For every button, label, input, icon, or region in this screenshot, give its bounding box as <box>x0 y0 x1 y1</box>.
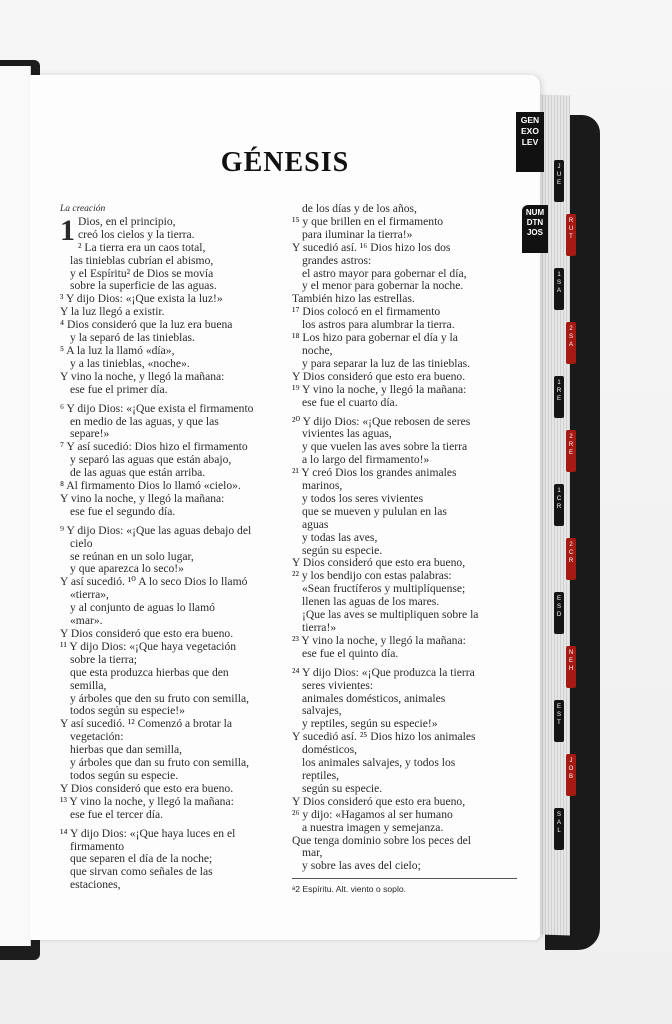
left-line: de las aguas que están arriba. <box>70 466 206 480</box>
left-line: Y así sucedió. ¹⁰ A lo seco Dios lo llamó <box>60 575 248 589</box>
thumb-tab-neh[interactable] <box>566 646 576 688</box>
left-line: ¹³ Y vino la noche, y llegó la mañana: <box>60 794 234 808</box>
left-line: ¹⁴ Y dijo Dios: «¡Que haya luces en el <box>60 826 236 840</box>
left-line: y árboles que dan su fruto con semilla, <box>70 756 250 770</box>
tab-label: 1 C R <box>556 488 562 510</box>
right-line: Que tenga dominio sobre los peces del <box>292 833 472 847</box>
right-line: Y sucedió así. ¹⁶ Dios hizo los dos <box>292 240 451 254</box>
left-line: semilla, <box>70 678 107 692</box>
left-line: Y vino la noche, y llegó la mañana: <box>60 369 225 383</box>
left-line: y la separó de las tinieblas. <box>70 331 195 345</box>
right-column-lines <box>292 203 527 873</box>
right-line: ²⁰ Y dijo Dios: «¡Que rebosen de seres <box>292 414 471 428</box>
right-line: tierra!» <box>302 621 337 634</box>
tab-label: J O B <box>568 758 574 780</box>
right-line: según su especie. <box>302 543 383 557</box>
right-line: Y Dios consideró que esto era bueno, <box>292 794 466 808</box>
right-line: mar, <box>302 846 323 860</box>
left-line: ⁷ Y así sucedió: Dios hizo el firmamento <box>60 440 248 454</box>
right-line: a nuestra imagen y semejanza. <box>302 820 444 834</box>
right-line: ¹⁵ y que brillen en el firmamento <box>292 214 444 228</box>
left-line: Dios, en el principio, <box>78 214 176 228</box>
thumb-tab-num-dtn-jos[interactable] <box>522 205 548 253</box>
right-line: el astro mayor para gobernar el día, <box>302 266 467 280</box>
right-line: Y Dios consideró que esto era bueno. <box>292 369 466 383</box>
thumb-tab-2cr[interactable] <box>566 538 576 580</box>
tab-label: EXO <box>521 126 539 136</box>
left-line: ² La tierra era un caos total, <box>78 240 206 254</box>
right-line: ¹⁷ Dios colocó en el firmamento <box>292 305 441 319</box>
right-line: animales domésticos, animales <box>302 691 446 705</box>
left-line: ¹¹ Y dijo Dios: «¡Que haya vegetación <box>60 639 237 653</box>
left-line: y árboles que den su fruto con semilla, <box>70 691 250 705</box>
thumb-tab-esd[interactable] <box>554 592 564 634</box>
thumb-tab-1re[interactable] <box>554 376 564 418</box>
right-line: según su especie. <box>302 781 383 795</box>
left-line: que separen el día de la noche; <box>70 852 213 866</box>
right-line: llenen las aguas de los mares. <box>302 595 440 609</box>
left-line: ese fue el primer día. <box>70 382 168 396</box>
tab-label: J U E <box>556 164 562 186</box>
right-column <box>292 203 527 873</box>
right-line: aguas <box>302 517 329 531</box>
section-heading: La creación <box>60 204 106 214</box>
tab-label: 1 R E <box>556 380 562 402</box>
left-line: y que aparezca lo seco!» <box>70 562 184 576</box>
right-line: Y Dios consideró que esto era bueno, <box>292 556 466 570</box>
tab-label: 2 R E <box>568 434 574 456</box>
left-line: las tinieblas cubrían el abismo, <box>70 253 214 267</box>
left-line: firmamento <box>70 839 125 853</box>
left-line: ese fue el segundo día. <box>70 504 176 518</box>
thumb-tab-1sa[interactable] <box>554 268 564 310</box>
left-line: que sirvan como señales de las <box>70 865 213 879</box>
left-line: «tierra», <box>70 588 109 602</box>
right-line: salvajes, <box>302 704 342 718</box>
footnote: ᵃ2 Espíritu. Alt. viento o soplo. <box>292 884 407 894</box>
right-line: y el menor para gobernar la noche. <box>302 279 464 293</box>
left-line: Y Dios consideró que esto era bueno. <box>60 781 234 795</box>
right-line: a lo largo del firmamento!» <box>302 453 430 467</box>
right-line: que se mueven y pululan en las <box>302 504 447 518</box>
left-line: creó los cielos y la tierra. <box>78 227 195 241</box>
right-line: ¡Que las aves se multipliquen sobre la <box>302 608 479 622</box>
thumb-tab-gen-exo-lev[interactable] <box>516 112 544 172</box>
left-line: y separó las aguas que están abajo, <box>70 453 232 467</box>
thumb-tab-job[interactable] <box>566 754 576 796</box>
left-line: ⁹ Y dijo Dios: «¡Que las aguas debajo del <box>60 523 252 537</box>
tab-label: R U T <box>568 218 574 240</box>
right-line: ²³ Y vino la noche, y llegó la mañana: <box>292 633 466 647</box>
right-line: de los días y de los años, <box>302 202 417 215</box>
right-line: ¹⁸ Los hizo para gobernar el día y la <box>292 331 458 345</box>
left-column-lines <box>60 213 305 892</box>
right-line: ²⁴ Y dijo Dios: «¡Que produzca la tierra <box>292 665 475 679</box>
right-line: domésticos, <box>302 743 358 757</box>
left-column <box>60 203 305 892</box>
right-line: ¹⁹ Y vino la noche, y llegó la mañana: <box>292 382 467 396</box>
right-line: y todas las aves, <box>302 530 378 544</box>
left-line: y a las tinieblas, «noche». <box>70 356 190 370</box>
tab-label: 2 C R <box>568 542 574 564</box>
right-line: seres vivientes: <box>302 678 374 692</box>
right-line: ese fue el cuarto día. <box>302 395 398 409</box>
thumb-tab-jue[interactable] <box>554 160 564 202</box>
tab-label: E S D <box>556 596 562 618</box>
left-line: y el Espíritu² de Dios se movía <box>70 266 214 280</box>
left-line: cielo <box>70 536 93 550</box>
left-line: Y la luz llegó a existir. <box>60 305 165 319</box>
right-line: Y sucedió así. ²⁵ Dios hizo los animales <box>292 730 476 744</box>
left-line: todos según su especie. <box>70 768 179 782</box>
bible-page <box>30 75 540 940</box>
right-line: ²¹ Y creó Dios los grandes animales <box>292 466 457 480</box>
left-line: ⁵ A la luz la llamó «día», <box>60 343 175 357</box>
left-line: se reúnan en un solo lugar, <box>70 549 194 563</box>
tab-label: S A L <box>556 812 561 834</box>
left-page-edge <box>0 66 31 946</box>
right-line: ²² y los bendijo con estas palabras: <box>292 569 452 583</box>
right-line: También hizo las estrellas. <box>292 292 415 306</box>
thumb-tab-1cr[interactable] <box>554 484 564 526</box>
thumb-tab-rut[interactable] <box>566 214 576 256</box>
left-line: Y vino la noche, y llegó la mañana: <box>60 491 225 505</box>
left-line: hierbas que dan semilla, <box>70 743 183 757</box>
right-line: marinos, <box>302 479 343 493</box>
left-line: que esta produzca hierbas que den <box>70 665 229 679</box>
left-line: vegetación: <box>70 730 124 744</box>
tab-label: JOS <box>526 228 543 237</box>
right-line: ²⁶ y dijo: «Hagamos al ser humano <box>292 807 453 821</box>
right-line: reptiles, <box>302 768 340 782</box>
right-line: noche, <box>302 343 333 357</box>
thumb-tab-2sa[interactable] <box>566 322 576 364</box>
book-title: GÉNESIS <box>220 147 350 178</box>
thumb-tab-2re[interactable] <box>566 430 576 472</box>
tab-label: E S T <box>556 704 561 726</box>
left-line: «mar». <box>70 614 103 628</box>
left-line: ³ Y dijo Dios: «¡Que exista la luz!» <box>60 292 223 306</box>
right-line: y para separar la luz de las tinieblas. <box>302 356 471 370</box>
left-line: sobre la tierra; <box>70 652 137 666</box>
tab-label: NUM <box>525 208 545 217</box>
left-line: ⁸ Al firmamento Dios lo llamó «cielo». <box>60 479 241 493</box>
right-line: y que vuelen las aves sobre la tierra <box>302 440 468 454</box>
left-line: todos según su especie!» <box>70 704 185 718</box>
left-line: ⁶ Y dijo Dios: «¡Que exista el firmamento <box>60 401 254 415</box>
left-line: sobre la superficie de las aguas. <box>70 279 217 293</box>
right-line: los animales salvajes, y todos los <box>302 756 456 770</box>
chapter-number: 1 <box>60 213 75 247</box>
tab-label: LEV <box>521 137 539 147</box>
right-line: «Sean fructíferos y multiplíquense; <box>302 582 466 596</box>
tab-label: 2 S A <box>568 326 573 348</box>
right-line: y todos los seres vivientes <box>302 491 424 505</box>
tab-label: 1 S A <box>556 272 561 294</box>
thumb-tab-sal[interactable] <box>554 808 564 850</box>
footnote-rule <box>292 878 517 879</box>
left-line: ⁴ Dios consideró que la luz era buena <box>60 318 233 332</box>
left-line: estaciones, <box>70 878 121 892</box>
right-line: ese fue el quinto día. <box>302 646 399 660</box>
thumb-tab-est[interactable] <box>554 700 564 742</box>
right-line: vivientes las aguas, <box>302 427 392 441</box>
left-line: ese fue el tercer día. <box>70 807 164 821</box>
tab-label: DTN <box>526 218 544 227</box>
right-line: grandes astros: <box>302 253 372 267</box>
right-line: los astros para alumbrar la tierra. <box>302 318 455 332</box>
tab-label: GEN <box>520 115 540 125</box>
right-line: para iluminar la tierra!» <box>302 227 413 241</box>
left-line: Y así sucedió. ¹² Comenzó a brotar la <box>60 717 233 731</box>
left-line: separe!» <box>70 427 110 441</box>
left-line: Y Dios consideró que esto era bueno. <box>60 627 234 640</box>
right-line: y sobre las aves del cielo; <box>302 859 421 873</box>
right-line: y reptiles, según su especie!» <box>302 717 438 731</box>
left-line: y al conjunto de aguas lo llamó <box>70 601 215 615</box>
tab-label: N E H <box>568 650 574 672</box>
left-line: en medio de las aguas, y que las <box>70 414 219 428</box>
